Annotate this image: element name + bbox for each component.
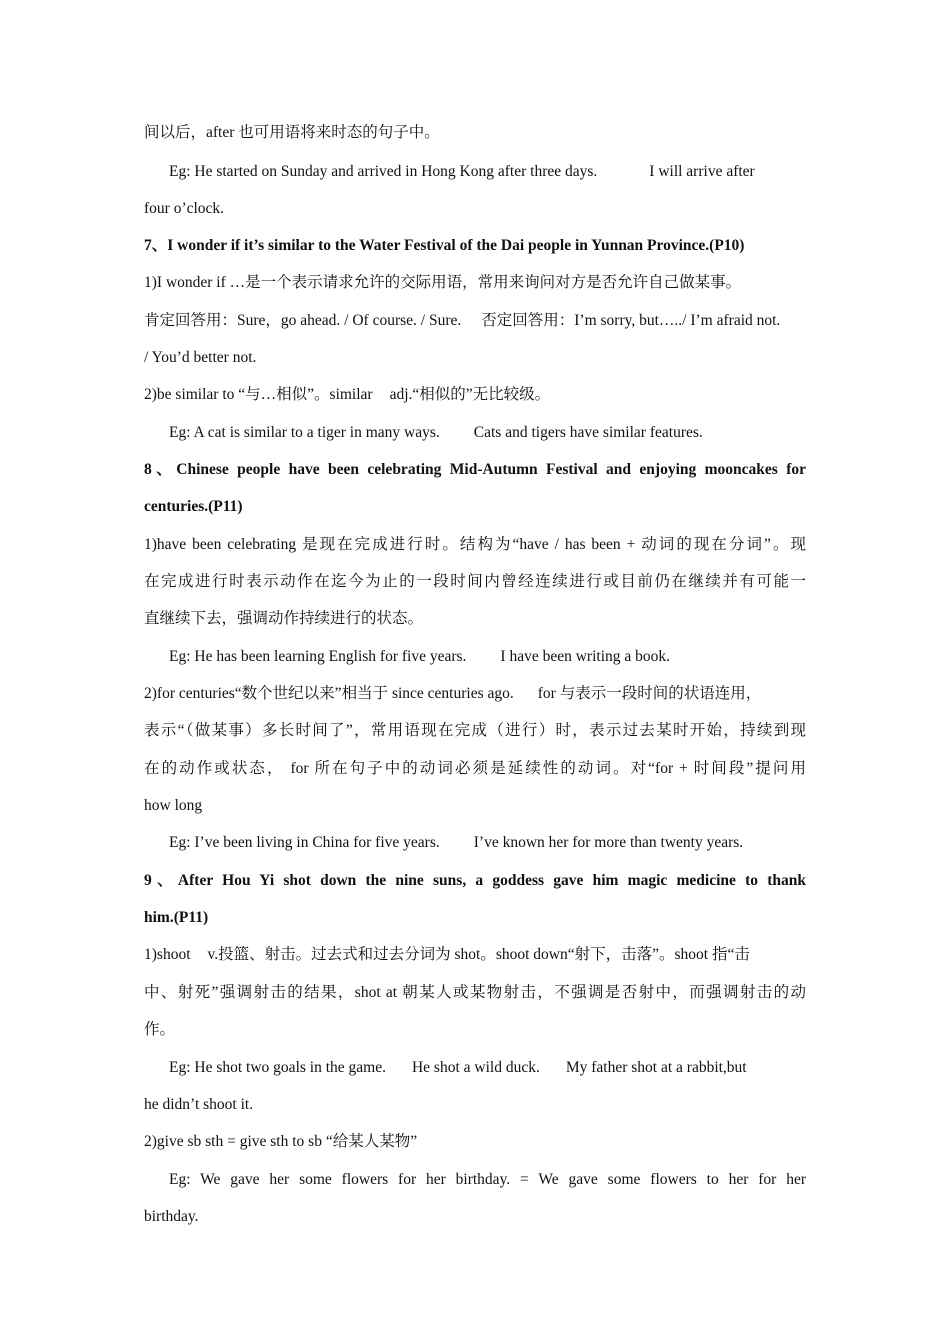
paragraph-line: [144, 1093, 806, 1117]
example-line: [169, 1056, 806, 1080]
heading-text: 7、I wonder if it’s similar to the Water Festival of the Dai people in Yunnan Province.(P10): [144, 237, 745, 254]
paragraph-line: [144, 757, 806, 781]
text-run: Eg: He started on Sunday and arrived in Hong Kong after three days.: [169, 163, 598, 180]
text-run: Eg: I’ve been living in China for five years.: [169, 834, 440, 851]
text-run: birthday.: [144, 1208, 199, 1225]
text-run: Eg: A cat is similar to a tiger in many ways.: [169, 424, 440, 441]
text-run: I’ve known her for more than twenty years.: [473, 834, 744, 851]
text-run: 表示“（做某事）多长时间了”，常用语现在完成（进行）时，表示过去某时开始，持续到现: [144, 722, 806, 739]
paragraph-line: [144, 271, 806, 295]
text-run: 中、射死”强调射击的结果，shot at 朝某人或某物射击，不强调是否射中，而强调射击的动: [144, 984, 806, 1001]
paragraph-line: [144, 607, 806, 631]
section-heading-8: [144, 458, 806, 482]
example-line: [169, 421, 806, 445]
paragraph-line: [144, 1205, 806, 1229]
text-run: 否定回答用：I’m sorry, but…../ I’m afraid not.: [481, 312, 781, 329]
text-run: He shot a wild duck.: [411, 1059, 540, 1076]
text-run: for 与表示一段时间的状语连用，: [537, 685, 762, 702]
paragraph-line: [144, 981, 806, 1005]
example-line: [169, 1168, 806, 1192]
section-heading-8-cont: [144, 495, 806, 519]
heading-text: him.(P11): [144, 909, 209, 926]
text-run: he didn’t shoot it.: [144, 1096, 254, 1113]
example-line: [169, 645, 806, 669]
text-run: / You’d better not.: [144, 349, 257, 366]
text-run: adj.“相似的”无比较级。: [389, 386, 551, 403]
paragraph-line: [144, 533, 806, 557]
paragraph-line: [144, 570, 806, 594]
heading-text: centuries.(P11): [144, 498, 243, 515]
text-run: 直继续下去，强调动作持续进行的状态。: [144, 610, 424, 627]
paragraph-line: [144, 1130, 806, 1154]
example-line: [169, 831, 806, 855]
text-run: 2)give sb sth = give sth to sb “给某人某物”: [144, 1133, 418, 1150]
text-run: 在的动作或状态， for 所在句子中的动词必须是延续性的动词。对“for + 时间段”提问用: [144, 760, 806, 777]
text-run: how long: [144, 797, 203, 814]
text-run: 2)be similar to “与…相似”。similar: [144, 386, 373, 403]
paragraph-line: [144, 1018, 806, 1042]
text-run: 1)shoot: [144, 946, 191, 963]
text-run: 作。: [144, 1021, 176, 1038]
section-heading-9: [144, 869, 806, 893]
text-run: Cats and tigers have similar features.: [473, 424, 703, 441]
text-run: Eg: We gave her some flowers for her birthday. = We gave some flowers to her for her: [169, 1171, 806, 1188]
paragraph-line: [144, 794, 806, 818]
text-run: Eg: He shot two goals in the game.: [169, 1059, 386, 1076]
text-run: 在完成进行时表示动作在迄今为止的一段时间内曾经连续进行或目前仍在继续并有可能一: [144, 573, 806, 590]
paragraph-line: [144, 719, 806, 743]
heading-text: 9、After Hou Yi shot down the nine suns, a goddess gave him magic medicine to thank: [144, 872, 806, 889]
paragraph-line: [144, 309, 806, 333]
paragraph-line: [144, 346, 806, 370]
text-run: 1)I wonder if …是一个表示请求允许的交际用语，常用来询问对方是否允许自己做某事。: [144, 274, 742, 291]
paragraph-line: [144, 121, 806, 145]
section-heading-9-cont: [144, 906, 806, 930]
section-heading-7: [144, 234, 806, 258]
paragraph-line: [144, 197, 806, 221]
text-run: 间以后，after 也可用语将来时态的句子中。: [144, 124, 440, 141]
text-run: v.投篮、射击。过去式和过去分词为 shot。shoot down“射下，击落”。shoot 指“击: [207, 946, 750, 963]
example-line: [169, 160, 806, 184]
paragraph-line: [144, 682, 806, 706]
text-run: 肯定回答用：Sure，go ahead. / Of course. / Sure.: [144, 312, 462, 329]
text-run: 1)have been celebrating 是现在完成进行时。结构为“have / has been + 动词的现在分词”。现: [144, 536, 806, 553]
text-run: I have been writing a book.: [500, 648, 671, 665]
text-run: 2)for centuries“数个世纪以来”相当于 since centuries ago.: [144, 685, 514, 702]
paragraph-line: [144, 383, 806, 407]
paragraph-line: [144, 943, 806, 967]
text-run: Eg: He has been learning English for five years.: [169, 648, 467, 665]
heading-text: 8、Chinese people have been celebrating Mid-Autumn Festival and enjoying mooncakes for: [144, 461, 806, 478]
text-run: My father shot at a rabbit,but: [565, 1059, 747, 1076]
text-run: four o’clock.: [144, 200, 225, 217]
text-run: I will arrive after: [649, 163, 755, 180]
